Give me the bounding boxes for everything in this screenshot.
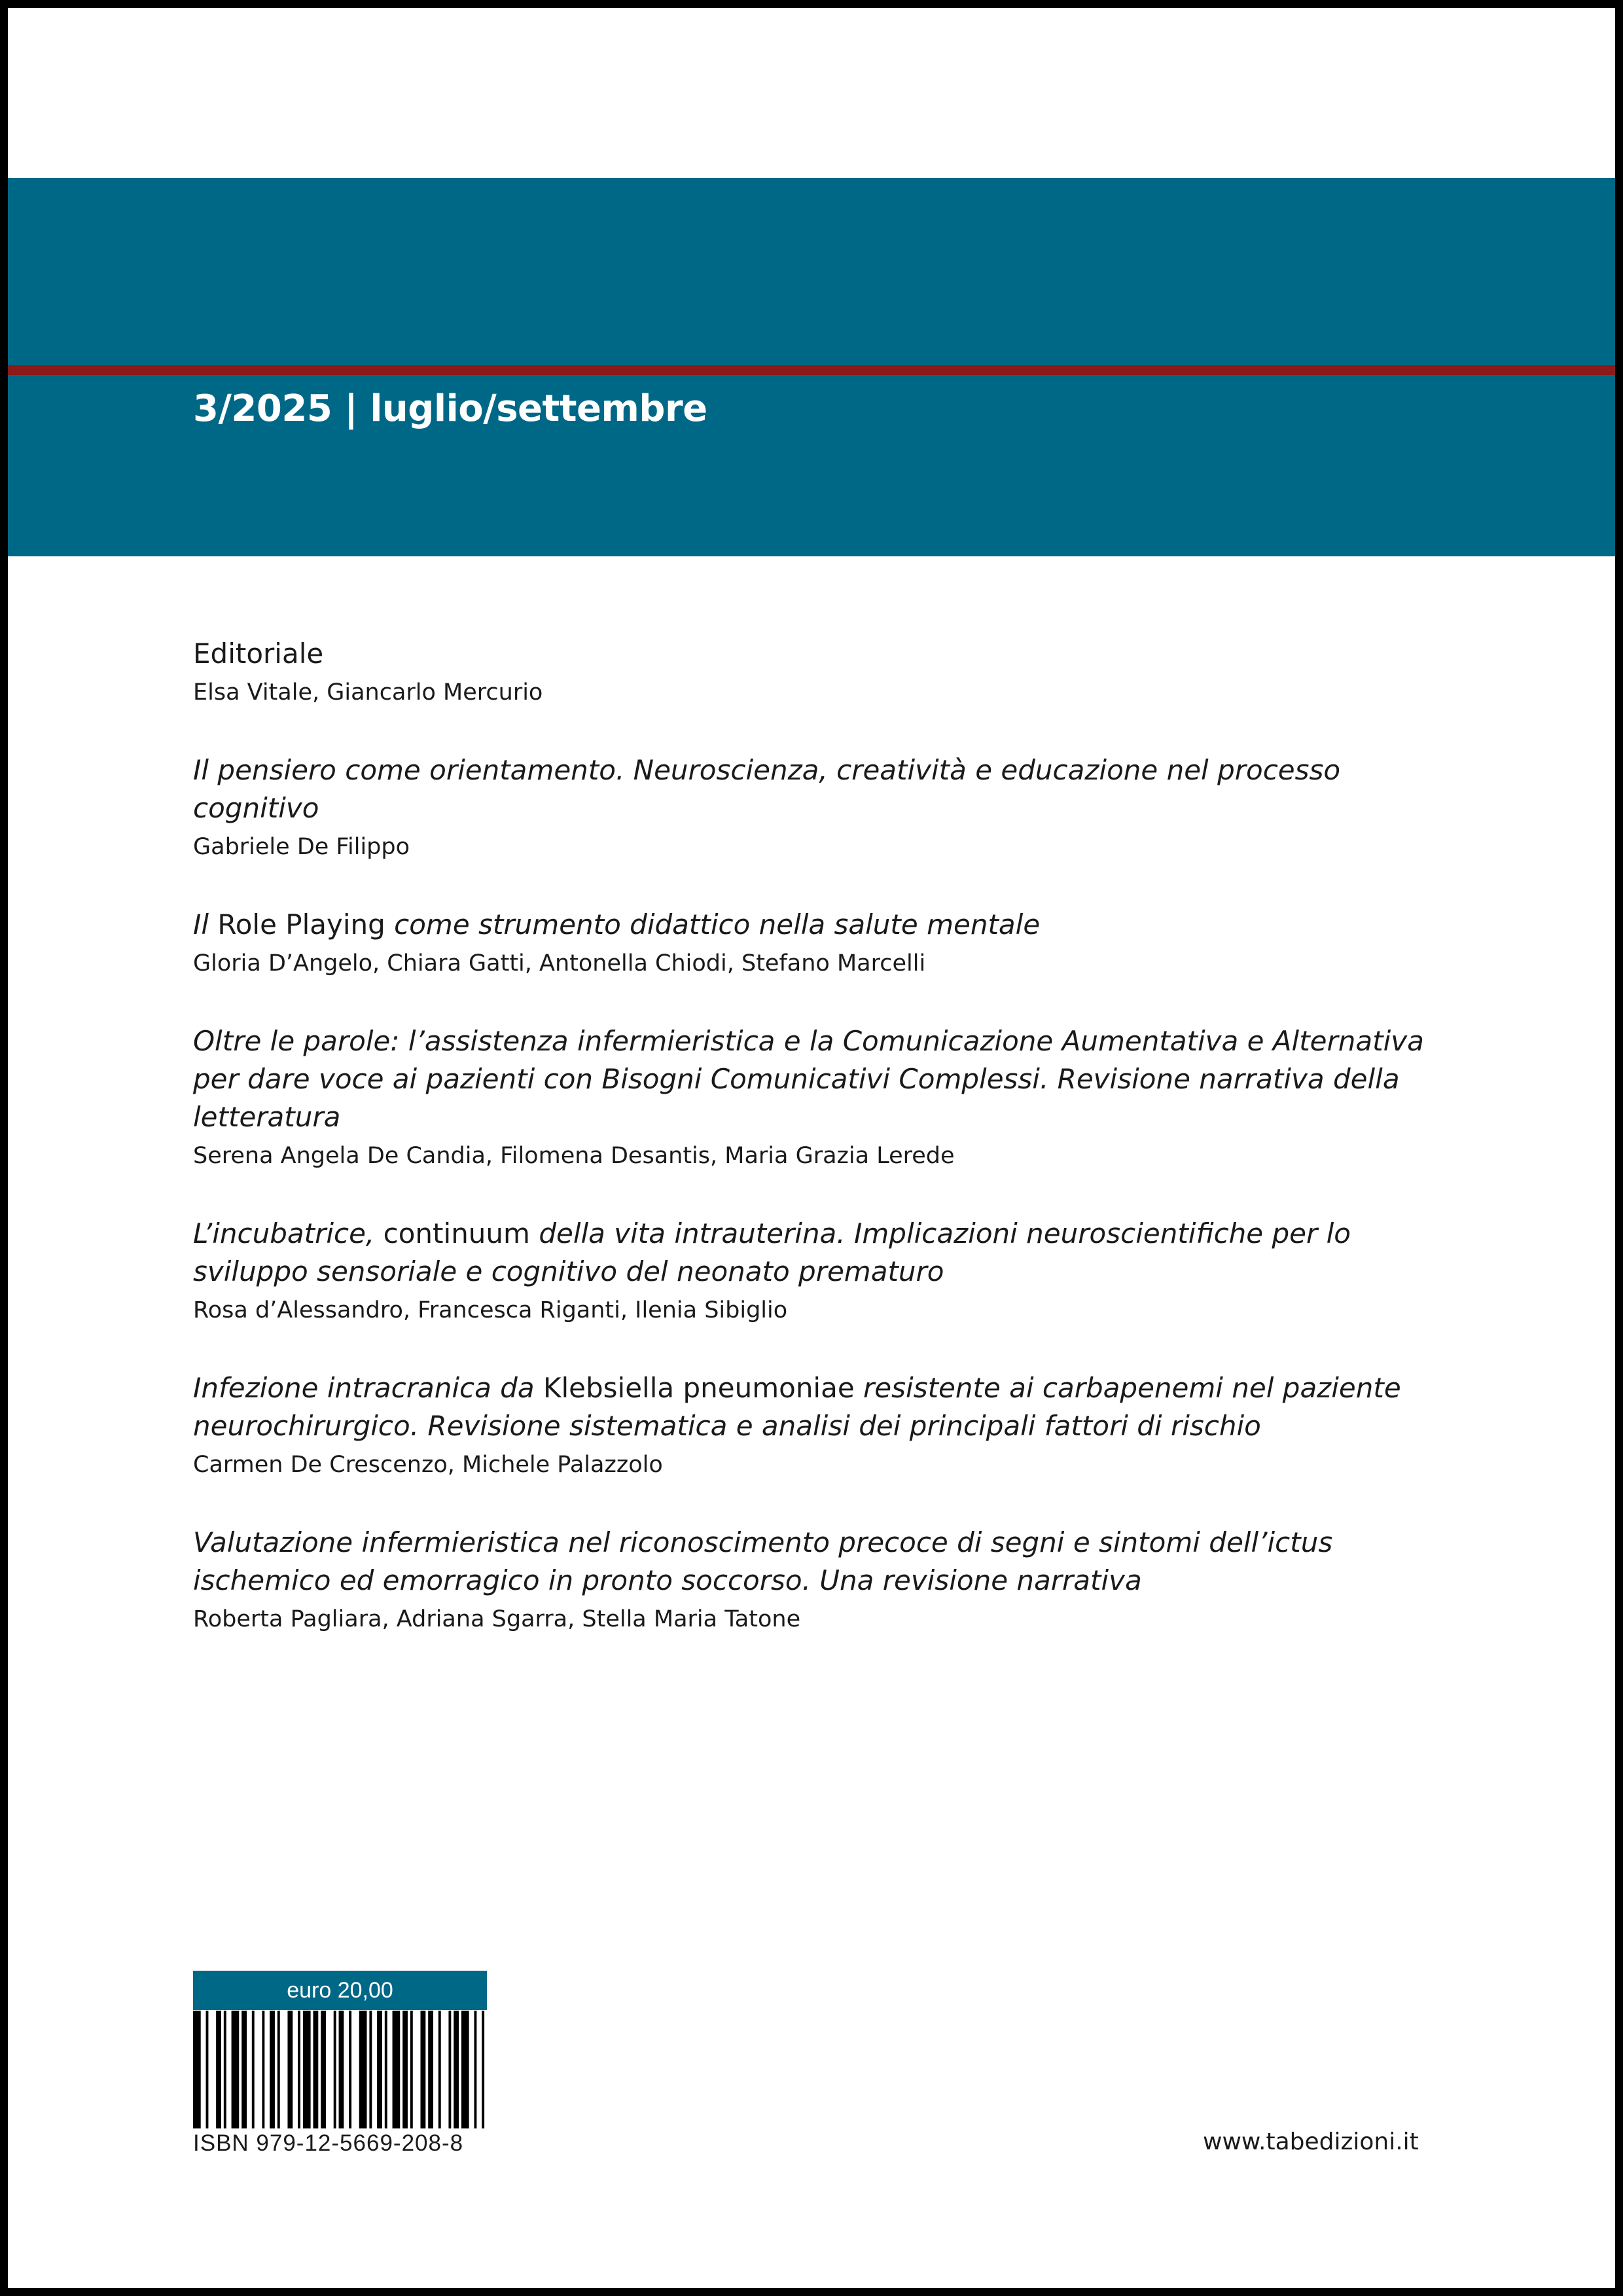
barcode-bar bbox=[339, 2011, 344, 2128]
barcode-bar bbox=[461, 2011, 469, 2128]
header-stripe bbox=[8, 365, 1615, 375]
toc-entry bbox=[193, 1215, 1436, 1326]
toc-entry bbox=[193, 906, 1436, 979]
barcode-bar bbox=[402, 2011, 408, 2128]
toc-title-part: Oltre le parole: l’assistenza infermieristica e la Comunicazione Aumentativa e Alternativa per dare voce ai pazienti con Bisogni Comunicativi Complessi. Revisione narrativa della letteratura bbox=[193, 1025, 1424, 1133]
barcode-bar bbox=[428, 2011, 433, 2128]
toc-title-part: L’incubatrice, bbox=[193, 1217, 375, 1249]
toc-entry-authors: Carmen De Crescenzo, Michele Palazzolo bbox=[193, 1452, 663, 1478]
toc-entry-title bbox=[193, 906, 1436, 944]
barcode-bar bbox=[303, 2011, 311, 2128]
barcode-bar bbox=[313, 2011, 319, 2128]
toc-title-part: come strumento didattico nella salute mentale bbox=[385, 908, 1041, 941]
toc-entry-authors: Elsa Vitale, Giancarlo Mercurio bbox=[193, 679, 543, 706]
table-of-contents bbox=[193, 635, 1436, 1678]
barcode-bar bbox=[241, 2011, 247, 2128]
barcode-bar bbox=[393, 2011, 401, 2128]
toc-entry-title bbox=[193, 1524, 1436, 1600]
toc-entry bbox=[193, 635, 1436, 708]
barcode-bar bbox=[252, 2011, 255, 2128]
barcode-bar bbox=[349, 2011, 351, 2128]
toc-entry-authors: Roberta Pagliara, Adriana Sgarra, Stella Maria Tatone bbox=[193, 1606, 801, 1632]
toc-entry-title bbox=[193, 751, 1436, 827]
barcode-bar bbox=[454, 2011, 459, 2128]
barcode-bar bbox=[298, 2011, 300, 2128]
toc-title-part: Editoriale bbox=[193, 637, 324, 670]
barcode-bar bbox=[420, 2011, 425, 2128]
toc-entry-authors: Gabriele De Filippo bbox=[193, 834, 410, 860]
toc-entry-title bbox=[193, 1369, 1436, 1445]
barcode-bar bbox=[206, 2011, 209, 2128]
barcode-bar bbox=[277, 2011, 280, 2128]
toc-title-part: Il pensiero come orientamento. Neuroscienza, creatività e educazione nel processo cognitivo bbox=[193, 754, 1341, 824]
barcode-bar bbox=[448, 2011, 451, 2128]
barcode-bar bbox=[482, 2011, 484, 2128]
toc-entry bbox=[193, 751, 1436, 863]
toc-title-part: Klebsiella pneumoniae bbox=[543, 1372, 855, 1404]
toc-entry bbox=[193, 1022, 1436, 1172]
barcode-bar bbox=[438, 2011, 441, 2128]
barcode-bar bbox=[287, 2011, 293, 2128]
toc-entry bbox=[193, 1524, 1436, 1635]
barcode-bar bbox=[410, 2011, 413, 2128]
toc-title-part: Il bbox=[193, 908, 218, 941]
barcode-bar bbox=[334, 2011, 336, 2128]
barcode-bar bbox=[359, 2011, 367, 2128]
toc-title-part: Role Playing bbox=[217, 908, 385, 941]
barcode-bar bbox=[321, 2011, 326, 2128]
barcode bbox=[193, 2011, 487, 2128]
toc-title-part: della vita intrauterina. Implicazioni neuroscientifiche per lo sviluppo sensoriale e cognitivo del neonato prematuro bbox=[193, 1217, 1351, 1287]
price-label: euro 20,00 bbox=[193, 1971, 487, 2010]
issue-date: 3/2025 | luglio/settembre bbox=[193, 387, 707, 430]
toc-entry-authors: Gloria D’Angelo, Chiara Gatti, Antonella Chiodi, Stefano Marcelli bbox=[193, 950, 926, 977]
toc-title-part: Infezione intracranica da bbox=[193, 1372, 543, 1404]
toc-entry-title bbox=[193, 1022, 1436, 1136]
toc-entry-authors: Rosa d’Alessandro, Francesca Riganti, Ilenia Sibiglio bbox=[193, 1297, 788, 1323]
isbn-number: ISBN 979-12-5669-208-8 bbox=[193, 2130, 464, 2156]
toc-title-part: continuum bbox=[374, 1217, 539, 1249]
publisher-website: www.tabedizioni.it bbox=[1203, 2128, 1419, 2155]
barcode-bar bbox=[216, 2011, 221, 2128]
barcode-bar bbox=[224, 2011, 226, 2128]
toc-entry-authors: Serena Angela De Candia, Filomena Desantis, Maria Grazia Lerede bbox=[193, 1143, 955, 1169]
barcode-bar bbox=[474, 2011, 476, 2128]
toc-title-part: resistente ai carbapenemi nel paziente neurochirurgico. Revisione sistematica e analisi dei principali fattori di rischio bbox=[193, 1372, 1401, 1442]
barcode-bar bbox=[270, 2011, 275, 2128]
barcode-bar bbox=[193, 2011, 201, 2128]
barcode-bar bbox=[377, 2011, 382, 2128]
barcode-bar bbox=[262, 2011, 264, 2128]
barcode-bar bbox=[369, 2011, 372, 2128]
toc-title-part: Valutazione infermieristica nel riconoscimento precoce di segni e sintomi dell’ictus ischemico ed emorragico in pronto soccorso. Una revisione narrativa bbox=[193, 1526, 1333, 1596]
barcode-bar bbox=[385, 2011, 387, 2128]
toc-entry-title bbox=[193, 635, 1436, 673]
barcode-bar bbox=[232, 2011, 240, 2128]
toc-entry-title bbox=[193, 1215, 1436, 1291]
toc-entry bbox=[193, 1369, 1436, 1480]
